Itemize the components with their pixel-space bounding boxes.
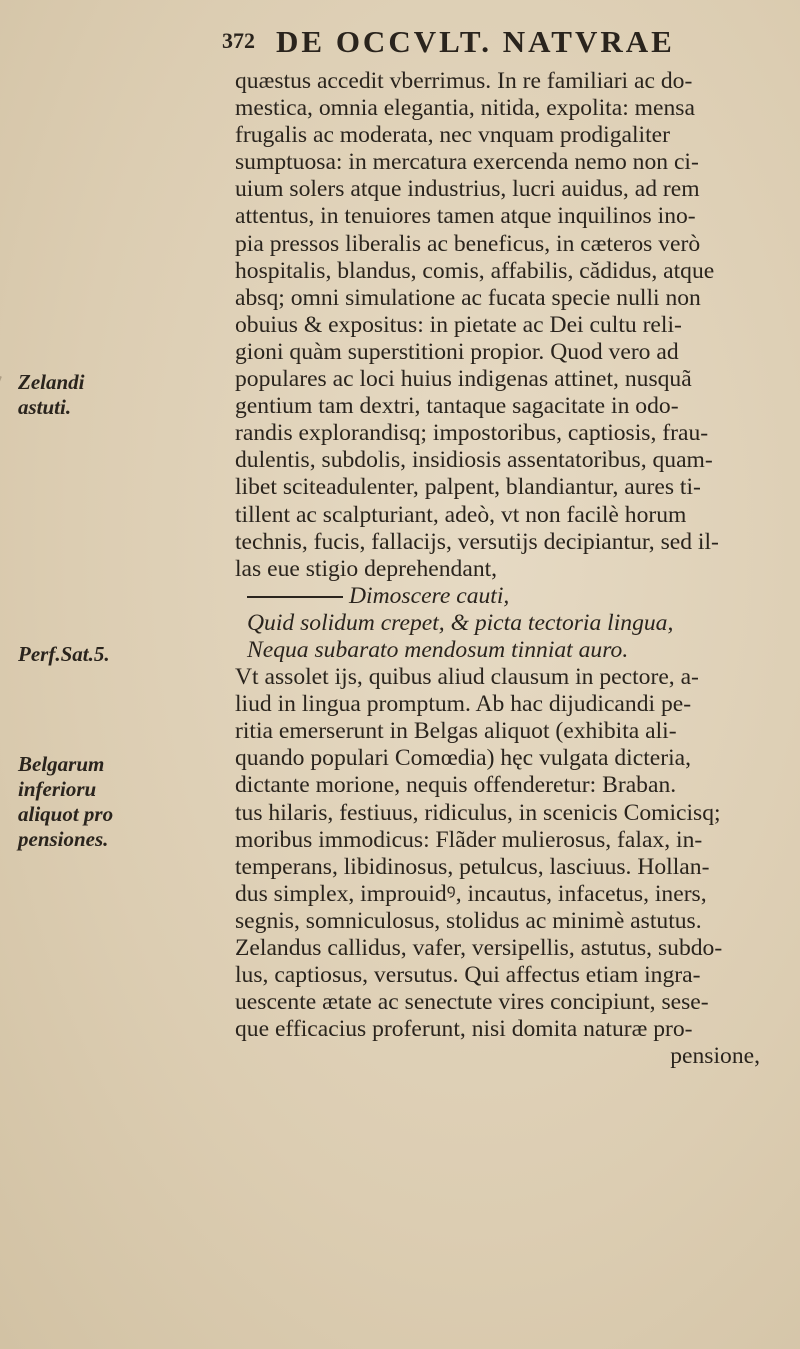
text-line: que efficacius proferunt, nisi domita naturæ pro- [235, 1016, 693, 1043]
margin-note-line: Belgarum [18, 752, 105, 776]
verse-text: Dimoscere cauti, [349, 582, 510, 609]
text-line: segnis, somniculosus, stolidus ac minimè astutus. [235, 907, 702, 934]
verse-line [235, 583, 780, 610]
page-number: 372 [222, 28, 255, 53]
margin-note-line: astuti. [18, 395, 72, 419]
text-line: dus simplex, improuidꝰ, incautus, infacetus, iners, [235, 880, 707, 907]
text-line: mestica, omnia elegantia, nitida, expolita: mensa [235, 95, 695, 122]
margin-note-line: Zelandi [18, 370, 85, 394]
margin-note-line: pensiones. [18, 827, 109, 851]
text-line: hospitalis, blandus, comis, affabilis, cădidus, atque [235, 257, 715, 284]
text-line: tillent ac scalpturiant, adeò, vt non facilè horum [235, 501, 687, 528]
margin-note-belgarum [18, 752, 218, 852]
text-line: uescente ætate ac senectute vires concipiunt, sese- [235, 989, 709, 1016]
text-line: frugalis ac moderata, nec vnquam prodigaliter [235, 122, 670, 149]
text-line: pia pressos liberalis ac beneficus, in cæteros verò [235, 230, 701, 257]
verse-rule [247, 596, 343, 598]
text-line: obuius & expositus: in pietate ac Dei cultu reli- [235, 311, 682, 338]
text-line: pensione, [670, 1043, 760, 1070]
margin-note-line: aliquot pro [18, 802, 114, 826]
margin-stroke [0, 376, 2, 414]
verse-line: Nequa subarato mendosum tinniat auro. [247, 636, 629, 663]
text-line: technis, fucis, fallacijs, versutijs decipiantur, sed il- [235, 528, 719, 555]
verse-line: Quid solidum crepet, & picta tectoria lingua, [247, 609, 674, 636]
text-line: quando populari Comœdia) hęc vulgata dicteria, [235, 745, 691, 772]
text-line: uium solers atque industrius, lucri auidus, ad rem [235, 176, 700, 203]
text-line: Vt assolet ijs, quibus aliud clausum in pectore, a- [235, 664, 699, 691]
text-line: attentus, in tenuiores tamen atque inquilinos ino- [235, 203, 696, 230]
text-line: quæstus accedit vberrimus. In re familiari ac do- [235, 68, 693, 94]
text-line: dulentis, subdolis, insidiosis assentatoribus, quam- [235, 447, 713, 474]
text-line: moribus immodicus: Flãder mulierosus, falax, in- [235, 826, 703, 853]
text-line: Zelandus callidus, vafer, versipellis, astutus, subdo- [235, 935, 723, 961]
margin-note-zelandi [18, 370, 218, 420]
text-line: sumptuosa: in mercatura exercenda nemo non ci- [235, 149, 699, 176]
text-line: tus hilaris, festiuus, ridiculus, in scenicis Comicisq; [235, 799, 721, 826]
text-line: gentium tam dextri, tantaque sagacitate in odo- [235, 393, 679, 420]
text-line: liud in lingua promptum. Ab hac dijudicandi pe- [235, 691, 692, 718]
text-line: temperans, libidinosus, petulcus, lasciuus. Hollan- [235, 853, 710, 880]
margin-note-line: inferioru [18, 777, 97, 801]
margin-note-line: Perf.Sat.5. [18, 642, 110, 666]
text-line: ritia emerserunt in Belgas aliquot (exhibita ali- [235, 718, 677, 745]
text-line: gioni quàm superstitioni propior. Quod vero ad [235, 338, 679, 365]
text-line: las eue stigio deprehendant, [235, 555, 498, 582]
text-line: randis explorandisq; impostoribus, captiosis, frau- [235, 420, 709, 447]
text-line: lus, captiosus, versutus. Qui affectus etiam ingra- [235, 962, 701, 989]
running-head-title: DE OCCVLT. NATVRAE [276, 24, 675, 59]
text-line: libet sciteadulenter, palpent, blandiantur, aures ti- [235, 474, 701, 501]
text-line: absq; omni simulatione ac fucata specie nulli non [235, 284, 701, 311]
margin-note-persius [18, 642, 218, 667]
running-head [240, 24, 675, 60]
text-line: populares ac loci huius indigenas attinet, nusquã [235, 366, 692, 393]
text-line: dictante morione, nequis offenderetur: Braban. [235, 772, 677, 799]
body-text [235, 68, 780, 1070]
